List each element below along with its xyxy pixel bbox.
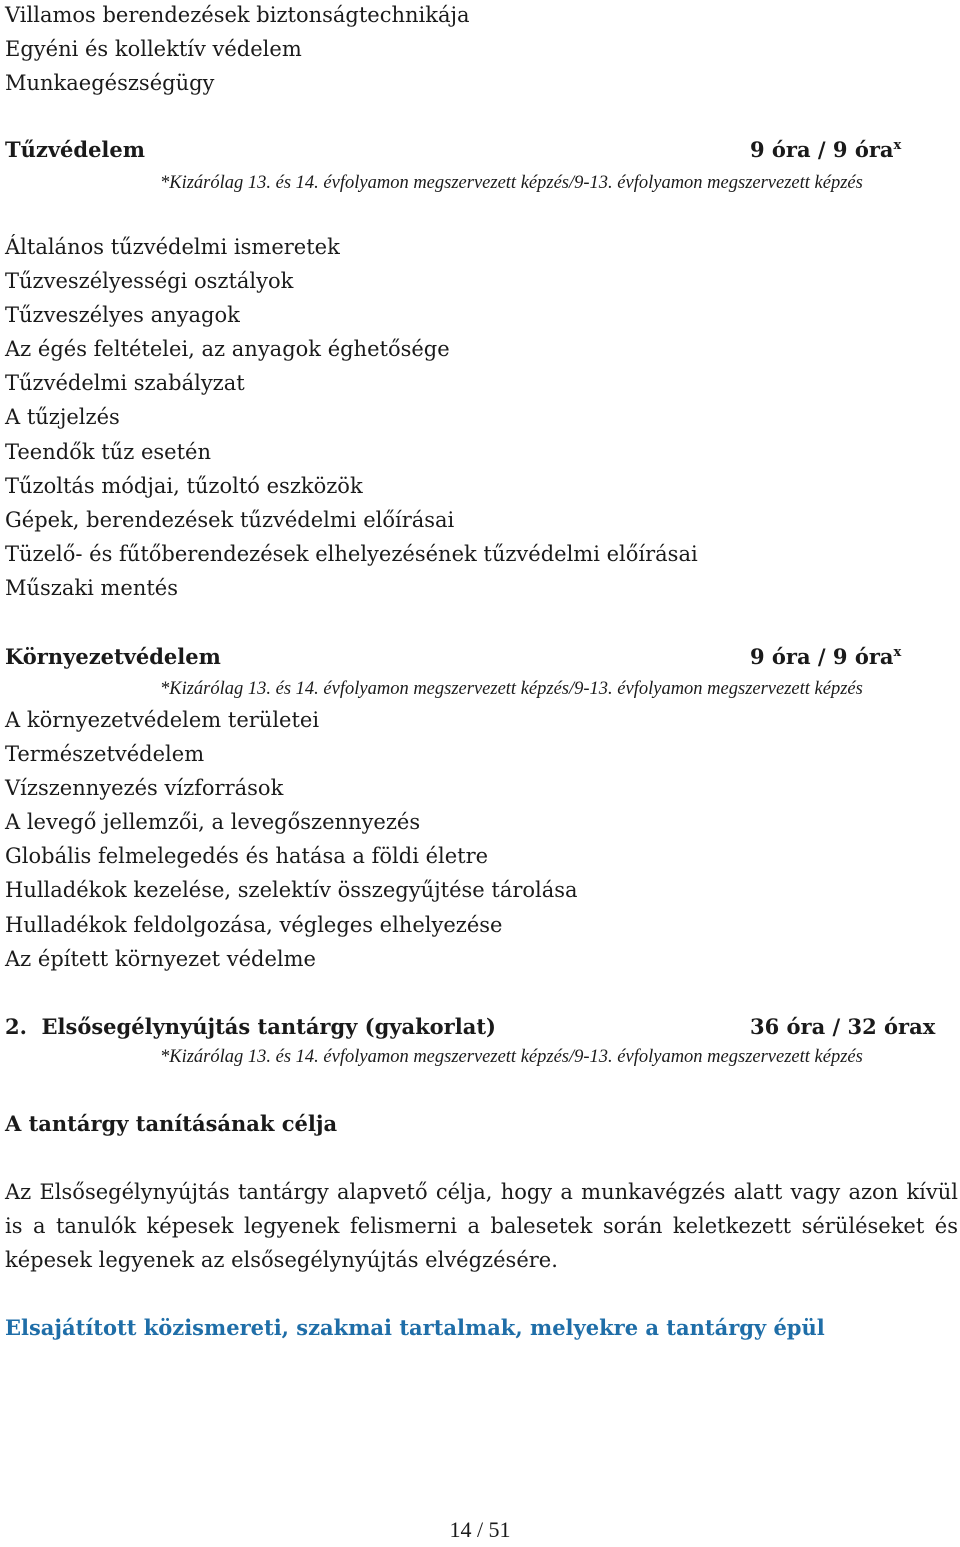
list-item: Az épített környezet védelme [5, 946, 316, 971]
top-topic-list [5, 0, 470, 100]
goal-heading: A tantárgy tanításának célja [5, 1111, 338, 1136]
list-item: Tűzoltás módjai, tűzoltó eszközök [5, 473, 363, 498]
goal-paragraph: Az Elsősegélynyújtás tantárgy alapvető célja, hogy a munkavégzés alatt vagy azon kívül is a tanulók képesek legyenek felismerni a balesetek során keletkezett sérüléseket és képesek legyenek az elsősegélynyújtás elvégzésére. [5, 1180, 958, 1272]
list-item: Természetvédelem [5, 742, 205, 767]
list-item: Villamos berendezések biztonságtechnikája [5, 3, 470, 27]
env-section-title: Környezetvédelem [5, 644, 221, 669]
list-item: A környezetvédelem területei [5, 708, 320, 732]
list-item: Általános tűzvédelmi ismeretek [5, 235, 340, 259]
list-item: Munkaegészségügy [5, 71, 215, 96]
list-item: Tüzelő- és fűtőberendezések elhelyezésének tűzvédelmi előírásai [5, 541, 698, 566]
fire-section-note: *Kizárólag 13. és 14. évfolyamon megszervezett képzés/9-13. évfolyamon megszervezett képzés [160, 173, 863, 193]
subject-hours: 36 óra / 32 órax [750, 1014, 936, 1039]
env-section-hours: 9 óra / 9 óra$^x$ [750, 644, 902, 669]
list-item: Tűzveszélyes anyagok [5, 303, 240, 328]
list-item: Műszaki mentés [5, 575, 179, 600]
fire-topic-list [5, 230, 698, 605]
env-topic-list [5, 703, 578, 976]
list-item: Hulladékok kezelése, szelektív összegyűjtése tárolása [5, 878, 578, 903]
list-item: Hulladékok feldolgozása, végleges elhelyezése [5, 912, 503, 937]
env-section-note: *Kizárólag 13. és 14. évfolyamon megszervezett képzés/9-13. évfolyamon megszervezett képzés [160, 679, 863, 699]
fire-section-title: Tűzvédelem [5, 137, 145, 162]
prerequisites-heading: Elsajátított közismereti, szakmai tartalmak, melyekre a tantárgy épül [5, 1315, 825, 1340]
list-item: A tűzjelzés [5, 405, 120, 430]
list-item: Teendők tűz esetén [5, 439, 211, 464]
subject-note: *Kizárólag 13. és 14. évfolyamon megszervezett képzés/9-13. évfolyamon megszervezett képzés [160, 1047, 863, 1067]
list-item: Az égés feltételei, az anyagok éghetősége [5, 337, 450, 362]
page-number: 14 / 51 [449, 1517, 511, 1542]
list-item: Gépek, berendezések tűzvédelmi előírásai [5, 507, 455, 532]
list-item: Tűzveszélyességi osztályok [5, 269, 294, 294]
list-item: A levegő jellemzői, a levegőszennyezés [5, 810, 421, 835]
list-item: Vízszennyezés vízforrások [5, 776, 284, 801]
list-item: Egyéni és kollektív védelem [5, 37, 302, 62]
fire-section-hours: 9 óra / 9 óra$^x$ [750, 137, 902, 162]
list-item: Tűzvédelmi szabályzat [5, 371, 245, 396]
list-item: Globális felmelegedés és hatása a földi életre [5, 844, 489, 869]
subject-title: 2. Elsősegélynyújtás tantárgy (gyakorlat) [5, 1014, 496, 1039]
